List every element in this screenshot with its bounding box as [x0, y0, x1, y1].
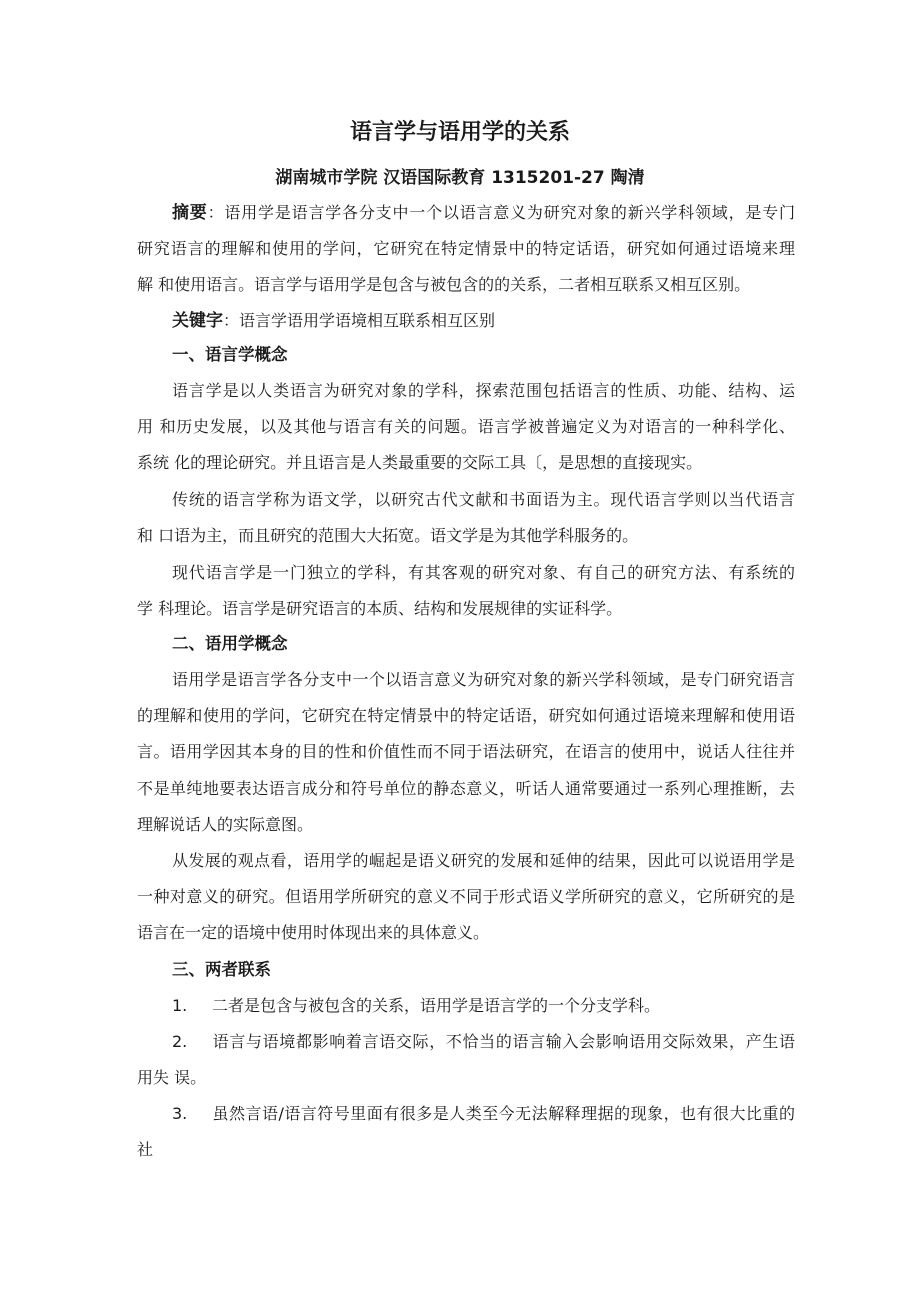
section-heading: 一、语言学概念	[172, 345, 288, 364]
author-line: 湖南城市学院 汉语国际教育 1315201-27 陶清	[275, 168, 645, 188]
abstract-label: 摘要	[172, 203, 208, 223]
keywords: 关键字：语言学语用学语境相互联系相互区别	[172, 311, 496, 331]
paragraph: 从发展的观点看，语用学的崛起是语义研究的发展和延伸的结果，因此可以说语用学是 一种对意义的研究。但语用学所研究的意义不同于形式语义学所研究的意义，它所研究的是 语言在一定的语境中使用时体现出来的具体意义。	[137, 851, 795, 943]
document-title: 语言学与语用学的关系	[349, 120, 570, 145]
section-heading: 三、两者联系	[172, 960, 271, 979]
abstract: 摘要：语用学是语言学各分支中一个以语言意义为研究对象的新兴学科领域，是专门 研究语言的理解和使用的学问，它研究在特定情景中的特定话语，研究如何通过语境来理 解 和使用语言。语言学与语用学是包含与被包含的的关系，二者相互联系又相互区别。	[137, 203, 795, 295]
paragraph: 传统的语言学称为语文学，以研究古代文献和书面语为主。现代语言学则以当代语言 和 口语为主，而且研究的范围大大拓宽。语文学是为其他学科服务的。	[137, 490, 795, 546]
list-number: 3.	[172, 1104, 188, 1123]
list-item: 2. 语言与语境都影响着言语交际，不恰当的语言输入会影响语用交际效果，产生语 用失 误。	[137, 1024, 795, 1096]
list-number: 1.	[172, 996, 188, 1015]
paragraph: 语言学是以人类语言为研究对象的学科，探索范围包括语言的性质、功能、结构、运 用 和历史发展，以及其他与语言有关的问题。语言学被普遍定义为对语言的一种科学化、 系统 化的理论研究。并且语言是人类最重要的交际工具〔，是思想的直接现实。	[137, 381, 795, 473]
list-item: 3. 虽然言语/语言符号里面有很多是人类至今无法解释理据的现象，也有很大比重的 社	[137, 1096, 795, 1168]
keywords-label: 关键字	[172, 311, 223, 331]
list-item: 1. 二者是包含与被包含的关系，语用学是语言学的一个分支学科。	[137, 988, 795, 1024]
paragraph: 现代语言学是一门独立的学科，有其客观的研究对象、有自己的研究方法、有系统的 学 科理论。语言学是研究语言的本质、结构和发展规律的实证科学。	[137, 563, 795, 619]
section-heading: 二、语用学概念	[172, 634, 288, 653]
paragraph: 语用学是语言学各分支中一个以语言意义为研究对象的新兴学科领域，是专门研究语言 的理解和使用的学问，它研究在特定情景中的特定话语，研究如何通过语境来理解和使用语 言。语用学因其本身的目的性和价值性而不同于语法研究，在语言的使用中，说话人往往并 不是单纯地要表达语言成分和符号单位的静态意义，听话人通常要通过一系列心理推断，去 理解说话人的实际意图。	[137, 670, 795, 834]
list-number: 2.	[172, 1032, 188, 1051]
